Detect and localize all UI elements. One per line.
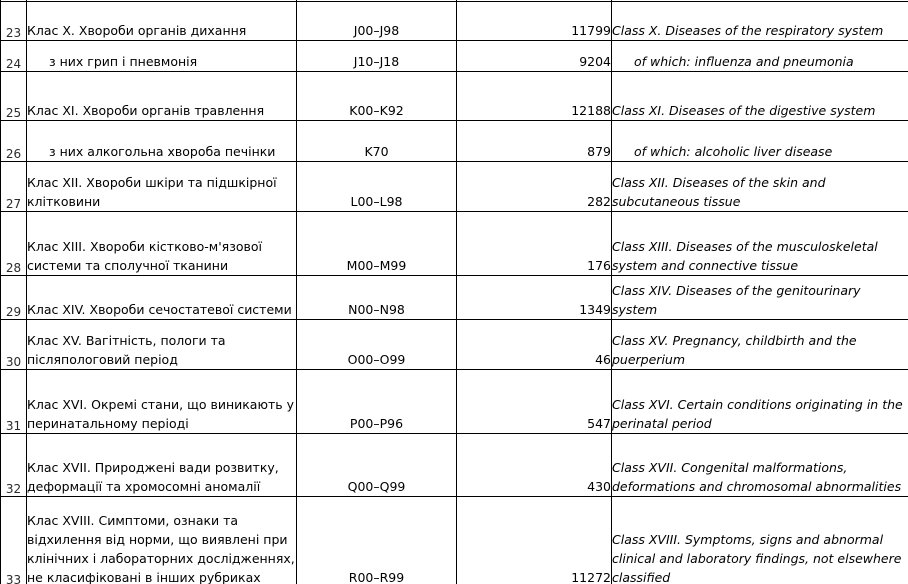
table-row xyxy=(1,212,908,276)
row-header[interactable]: 25 xyxy=(1,72,27,121)
table-row xyxy=(1,370,908,434)
cell-name-uk[interactable] xyxy=(27,162,297,212)
cell-name-en-text: Class XII. Diseases of the skin and subcutaneous tissue xyxy=(612,175,826,209)
row-header[interactable]: 31 xyxy=(1,370,27,434)
cell-name-uk[interactable] xyxy=(27,276,297,320)
cell-name-uk[interactable] xyxy=(27,121,297,162)
cell-name-en-text: of which: alcoholic liver disease xyxy=(634,144,833,159)
cell-name-uk-text: Клас X. Хвороби органів дихання xyxy=(27,23,247,38)
cell-name-en[interactable] xyxy=(612,162,908,212)
cell-icd-code[interactable] xyxy=(297,72,457,121)
cell-name-en[interactable] xyxy=(612,434,908,497)
cell-icd-code[interactable] xyxy=(297,41,457,72)
cell-icd-code[interactable] xyxy=(297,212,457,276)
table-row xyxy=(1,41,908,72)
row-header[interactable]: 32 xyxy=(1,434,27,497)
table-row xyxy=(1,497,908,584)
cell-count[interactable] xyxy=(457,276,612,320)
cell-name-uk-text: Клас XI. Хвороби органів травлення xyxy=(27,103,265,118)
cell-icd-code[interactable] xyxy=(297,434,457,497)
cell-icd-code[interactable] xyxy=(297,497,457,584)
cell-name-en[interactable] xyxy=(612,121,908,162)
cell-name-uk[interactable] xyxy=(27,497,297,584)
cell-name-uk-text: Клас XVII. Природжені вади розвитку, деформації та хромосомні аномалії xyxy=(27,460,279,494)
cell-count[interactable] xyxy=(457,2,612,41)
row-header[interactable]: 26 xyxy=(1,121,27,162)
cell-icd-code-text: J00–J98 xyxy=(353,23,400,38)
cell-name-en[interactable] xyxy=(612,2,908,41)
cell-count[interactable] xyxy=(457,497,612,584)
cell-name-uk[interactable] xyxy=(27,2,297,41)
cell-icd-code[interactable] xyxy=(297,2,457,41)
cell-icd-code-text: K70 xyxy=(364,144,389,159)
cell-count-text: 176 xyxy=(587,258,611,273)
table-row xyxy=(1,276,908,320)
cell-count-text: 547 xyxy=(587,416,611,431)
cell-name-uk[interactable] xyxy=(27,434,297,497)
cell-name-uk-text: Клас XII. Хвороби шкіри та підшкірної клітковини xyxy=(27,175,277,209)
cell-count-text: 430 xyxy=(587,479,611,494)
cell-icd-code[interactable] xyxy=(297,320,457,370)
cell-name-uk[interactable] xyxy=(27,370,297,434)
cell-count[interactable] xyxy=(457,320,612,370)
row-header[interactable]: 28 xyxy=(1,212,27,276)
cell-name-en[interactable] xyxy=(612,41,908,72)
cell-count[interactable] xyxy=(457,41,612,72)
cell-count[interactable] xyxy=(457,72,612,121)
cell-name-en[interactable] xyxy=(612,370,908,434)
cell-name-uk-text: Клас XV. Вагітність, пологи та післяпологовий період xyxy=(27,333,226,367)
cell-icd-code-text: L00–L98 xyxy=(350,194,403,209)
cell-icd-code-text: R00–R99 xyxy=(348,570,405,584)
cell-name-uk[interactable] xyxy=(27,212,297,276)
cell-icd-code-text: K00–K92 xyxy=(349,103,404,118)
row-header[interactable]: 24 xyxy=(1,41,27,72)
cell-name-en-text: Class X. Diseases of the respiratory system xyxy=(612,23,884,38)
cell-count-text: 11799 xyxy=(571,23,611,38)
cell-icd-code[interactable] xyxy=(297,121,457,162)
cell-count[interactable] xyxy=(457,370,612,434)
cell-name-en-text: of which: influenza and pneumonia xyxy=(634,54,854,69)
cell-name-uk-text: Клас XVIII. Симптоми, ознаки та відхилення від норми, що виявлені при клінічних і лабораторних дослідженнях, не класифіковані в інших рубриках xyxy=(27,513,295,584)
cell-count[interactable] xyxy=(457,162,612,212)
cell-name-en-text: Class XVIII. Symptoms, signs and abnormal clinical and laboratory findings, not elsewhere classified xyxy=(612,532,902,584)
cell-icd-code-text: O00–O99 xyxy=(347,352,406,367)
cell-name-en[interactable] xyxy=(612,276,908,320)
cell-name-en-text: Class XV. Pregnancy, childbirth and the puerperium xyxy=(612,333,857,367)
cell-name-uk[interactable] xyxy=(27,41,297,72)
cell-icd-code-text: P00–P96 xyxy=(349,416,404,431)
table-row xyxy=(1,121,908,162)
table-row xyxy=(1,72,908,121)
cell-name-en-text: Class XVI. Certain conditions originating in the perinatal period xyxy=(612,397,903,431)
cell-icd-code[interactable] xyxy=(297,276,457,320)
cell-count-text: 46 xyxy=(595,352,611,367)
table-body xyxy=(1,0,908,584)
cell-count-text: 1349 xyxy=(579,302,611,317)
cell-name-uk-text: з них грип і пневмонія xyxy=(49,54,198,69)
cell-name-uk[interactable] xyxy=(27,72,297,121)
cell-count-text: 282 xyxy=(587,194,611,209)
cell-name-uk-text: Клас XVI. Окремі стани, що виникають у перинатальному періоді xyxy=(27,397,294,431)
table-row xyxy=(1,2,908,41)
cell-name-en-text: Class XIV. Diseases of the genitourinary system xyxy=(612,283,861,317)
cell-name-en[interactable] xyxy=(612,497,908,584)
cell-icd-code-text: Q00–Q99 xyxy=(347,479,406,494)
cell-name-uk[interactable] xyxy=(27,320,297,370)
cell-name-uk-text: з них алкогольна хвороба печінки xyxy=(49,144,276,159)
cell-name-uk-text: Клас XIV. Хвороби сечостатевої системи xyxy=(27,302,292,317)
cell-count[interactable] xyxy=(457,121,612,162)
cell-name-en[interactable] xyxy=(612,72,908,121)
table-row xyxy=(1,434,908,497)
cell-name-en[interactable] xyxy=(612,320,908,370)
row-header[interactable]: 27 xyxy=(1,162,27,212)
table-row xyxy=(1,162,908,212)
row-header[interactable]: 29 xyxy=(1,276,27,320)
cell-name-uk-text: Клас XIII. Хвороби кістково-м'язової системи та сполучної тканини xyxy=(27,239,262,273)
table-row xyxy=(1,320,908,370)
row-header[interactable]: 23 xyxy=(1,2,27,41)
cell-count-text: 11272 xyxy=(571,570,611,584)
cell-name-en-text: Class XIII. Diseases of the musculoskeletal system and connective tissue xyxy=(612,239,878,273)
row-header[interactable]: 30 xyxy=(1,320,27,370)
cell-icd-code[interactable] xyxy=(297,370,457,434)
cell-name-en[interactable] xyxy=(612,212,908,276)
cell-count-text: 9204 xyxy=(579,54,611,69)
cell-name-en-text: Class XVII. Congenital malformations, deformations and chromosomal abnormalities xyxy=(612,460,902,494)
row-header[interactable]: 33 xyxy=(1,497,27,584)
cell-count[interactable] xyxy=(457,434,612,497)
cell-name-en-text: Class XI. Diseases of the digestive system xyxy=(612,103,876,118)
cell-count-text: 12188 xyxy=(571,103,611,118)
cell-icd-code-text: J10–J18 xyxy=(353,54,400,69)
cell-icd-code-text: N00–N98 xyxy=(348,302,405,317)
cell-count-text: 879 xyxy=(587,144,611,159)
cell-icd-code-text: M00–M99 xyxy=(346,258,407,273)
cell-icd-code[interactable] xyxy=(297,162,457,212)
cell-count[interactable] xyxy=(457,212,612,276)
